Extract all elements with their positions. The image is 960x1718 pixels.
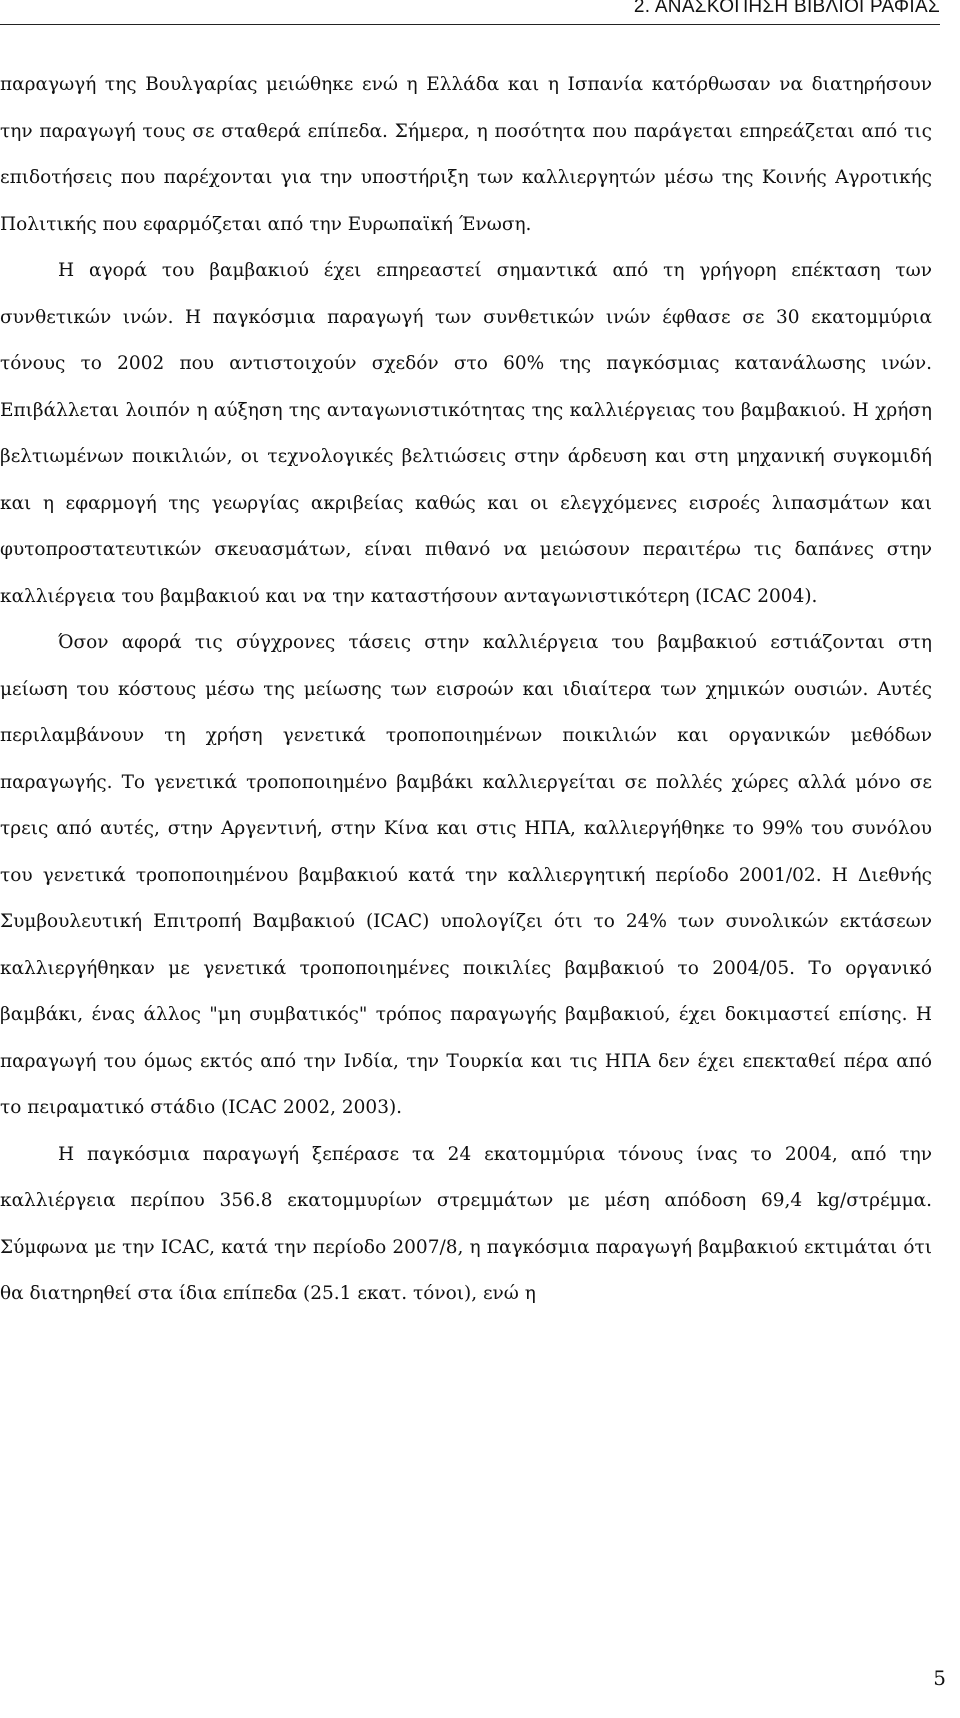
paragraph: Όσον αφορά τις σύγχρονες τάσεις στην καλλιέργεια του βαμβακιού εστιάζονται στη μείωση του κόστους μέσω της μείωσης των εισροών και ιδιαίτερα των χημικών ουσιών. Αυτές περιλαμβάνουν τη χρήση γενετικά τροποποιημένων ποικιλιών και οργανικών μεθόδων παραγωγής. Το γενετικά τροποποιημένο βαμβάκι καλλιεργείται σε πολλές χώρες αλλά μόνο σε τρεις από αυτές, στην Αργεντινή, στην Κίνα και στις ΗΠΑ, καλλιεργήθηκε το 99% του συνόλου του γενετικά τροποποιημένου βαμβακιού κατά την καλλιεργητική περίοδο 2001/02. Η Διεθνής Συμβουλευτική Επιτροπή Βαμβακιού (ICAC) υπολογίζει ότι το 24% των συνολικών εκτάσεων καλλιεργήθηκαν με γενετικά τροποποιημένες ποικιλίες βαμβακιού το 2004/05. Το οργανικό βαμβάκι, ένας άλλος "μη συμβατικός" τρόπος παραγωγής βαμβακιού, έχει δοκιμαστεί επίσης. Η παραγωγή του όμως εκτός από την Ινδία, την Τουρκία και τις ΗΠΑ δεν έχει επεκταθεί πέρα από το πειραματικό στάδιο (ICAC 2002, 2003). — [0, 632, 932, 1118]
document-body — [0, 62, 932, 1318]
page-number: 5 — [933, 1666, 946, 1690]
paragraph: Η αγορά του βαμβακιού έχει επηρεαστεί σημαντικά από τη γρήγορη επέκταση των συνθετικών ινών. Η παγκόσμια παραγωγή των συνθετικών ινών έφθασε σε 30 εκατομμύρια τόνους το 2002 που αντιστοιχούν σχεδόν στο 60% της παγκόσμιας κατανάλωσης ινών. Επιβάλλεται λοιπόν η αύξηση της ανταγωνιστικότητας της καλλιέργειας του βαμβακιού. Η χρήση βελτιωμένων ποικιλιών, οι τεχνολογικές βελτιώσεις στην άρδευση και στη μηχανική συγκομιδή και η εφαρμογή της γεωργίας ακριβείας καθώς και οι ελεγχόμενες εισροές λιπασμάτων και φυτοπροστατευτικών σκευασμάτων, είναι πιθανό να μειώσουν περαιτέρω τις δαπάνες στην καλλιέργεια του βαμβακιού και να την καταστήσουν ανταγωνιστικότερη (ICAC 2004). — [0, 260, 932, 607]
running-header-title: 2. ΑΝΑΣΚΟΠΗΣΗ ΒΙΒΛΙΟΓΡΑΦΙΑΣ — [633, 0, 940, 17]
paragraph: Η παγκόσμια παραγωγή ξεπέρασε τα 24 εκατομμύρια τόνους ίνας το 2004, από την καλλιέργεια περίπου 356.8 εκατομμυρίων στρεμμάτων με μέση απόδοση 69,4 kg/στρέμμα. Σύμφωνα με την ICAC, κατά την περίοδο 2007/8, η παγκόσμια παραγωγή βαμβακιού εκτιμάται ότι θα διατηρηθεί στα ίδια επίπεδα (25.1 εκατ. τόνοι), ενώ η — [0, 1143, 932, 1304]
paragraph: παραγωγή της Βουλγαρίας μειώθηκε ενώ η Ελλάδα και η Ισπανία κατόρθωσαν να διατηρήσουν την παραγωγή τους σε σταθερά επίπεδα. Σήμερα, η ποσότητα που παράγεται επηρεάζεται από τις επιδοτήσεις που παρέχονται για την υποστήριξη των καλλιεργητών μέσω της Κοινής Αγροτικής Πολιτικής που εφαρμόζεται από την Ευρωπαϊκή Ένωση. — [0, 74, 932, 235]
running-header — [0, 0, 940, 25]
